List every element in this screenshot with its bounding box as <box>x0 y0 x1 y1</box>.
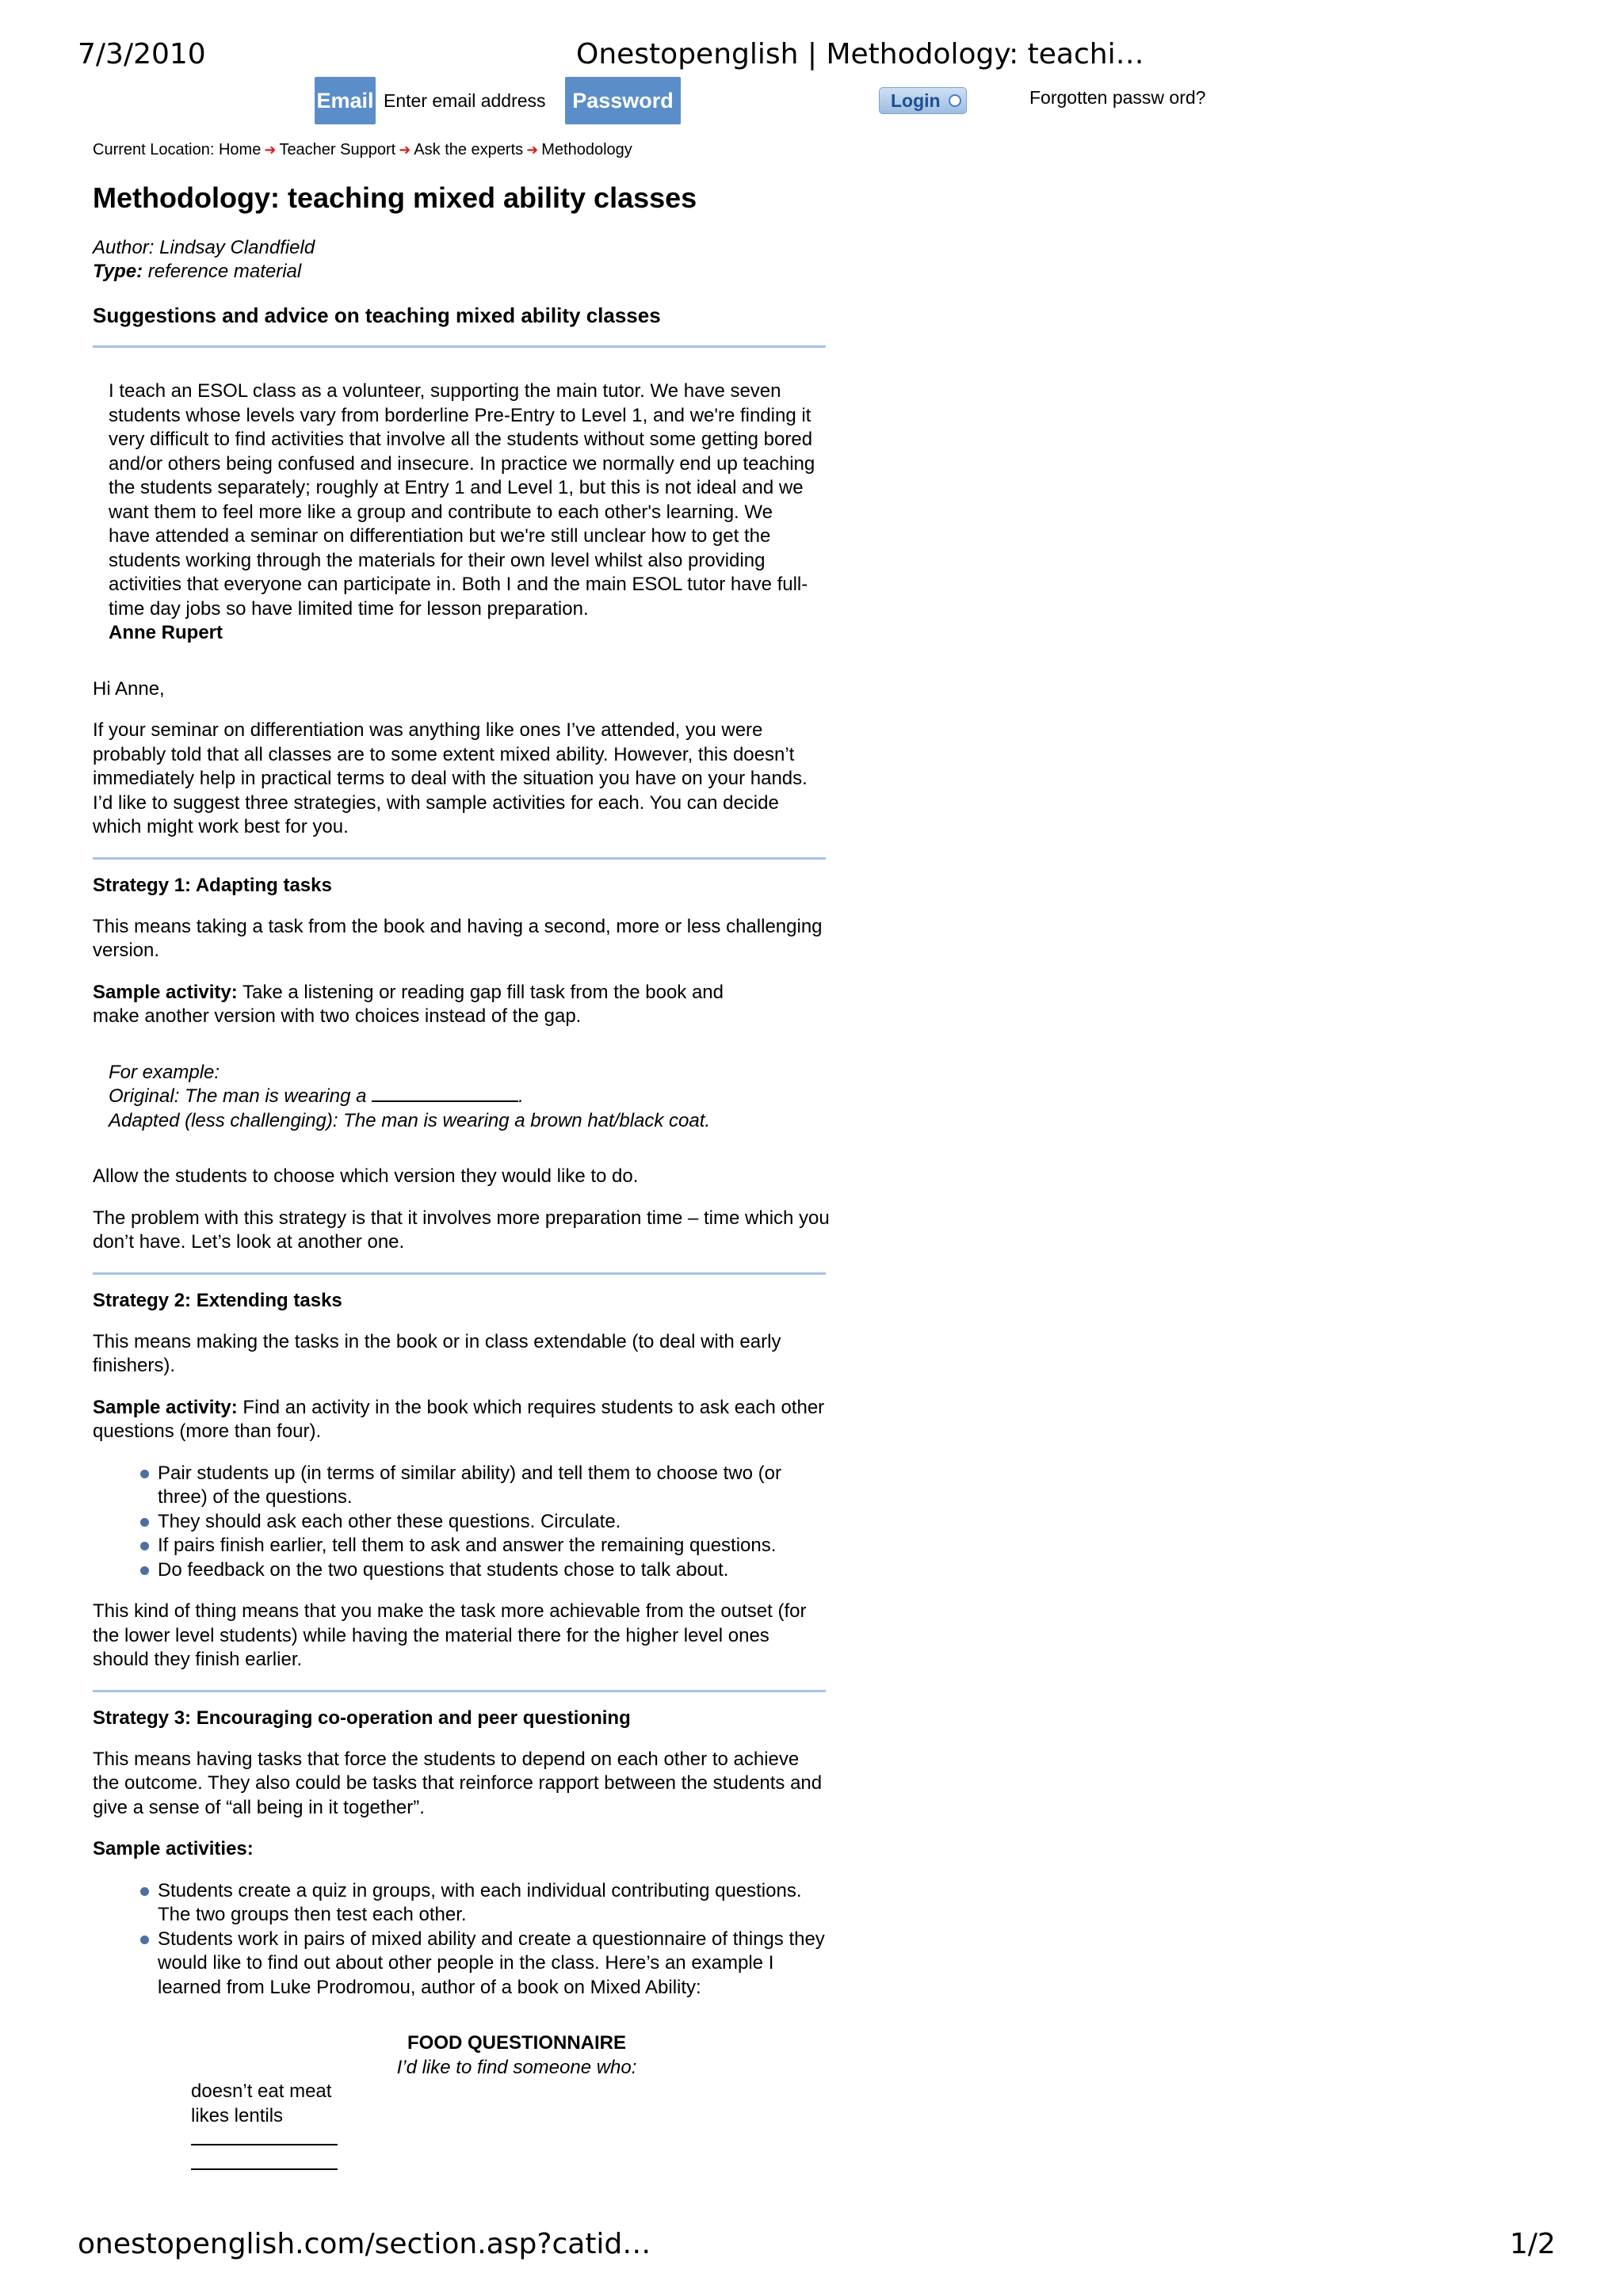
breadcrumb <box>93 136 830 163</box>
breadcrumb-methodology[interactable]: Methodology <box>541 141 632 158</box>
breadcrumb-ask-the-experts[interactable]: Ask the experts <box>414 141 524 158</box>
list-item: Students work in pairs of mixed ability and create a questionnaire of things they would like to find out about other people in the class. Here’s an example I learned from Luke Prodromou, author of a book on Mixed Ability: <box>140 1928 830 2000</box>
strategy2-sample <box>93 1396 830 1444</box>
quiz-item: doesn’t eat meat <box>191 2081 332 2102</box>
quiz-subtitle: I’d like to find someone who: <box>396 2056 637 2078</box>
sample-text: Find an activity in the book which requires students to ask each other questions (more than four). <box>93 1396 825 1442</box>
email-input[interactable] <box>379 84 563 117</box>
strategy1-sample <box>93 981 830 1029</box>
example-intro: For example: <box>109 1061 220 1083</box>
strategy1-example <box>93 1061 830 1134</box>
main-content <box>93 136 830 2176</box>
type-line <box>93 260 830 284</box>
article-subtitle: Suggestions and advice on teaching mixed ability classes <box>93 303 661 327</box>
article-meta <box>93 236 830 284</box>
example-original-text: Original: The man is wearing a <box>109 1085 367 1107</box>
author-line <box>93 236 830 260</box>
type-label: Type: <box>93 261 143 282</box>
gap-line <box>372 1085 518 1102</box>
strategy2-paragraph: This means making the tasks in the book or in class extendable (to deal with early finishers). <box>93 1330 781 1376</box>
strategy2-paragraph-2: This kind of thing means that you make the task more achievable from the outset (for the lower level students) while having the material there for the higher level ones should they finish earlier. <box>93 1600 807 1670</box>
reader-question <box>93 379 830 646</box>
greeting: Hi Anne, <box>93 677 165 700</box>
divider <box>93 345 826 348</box>
arrow-right-icon: ➜ <box>399 142 411 158</box>
email-label: Email <box>315 77 376 124</box>
list-item: Do feedback on the two questions that students chose to talk about. <box>140 1558 830 1583</box>
arrow-right-icon: ➜ <box>264 142 277 158</box>
type-value: reference material <box>147 261 302 282</box>
login-button[interactable] <box>879 87 967 114</box>
author-label: Author: <box>93 237 155 258</box>
login-arrow-icon <box>949 94 961 107</box>
quiz-item: likes lentils <box>191 2104 284 2126</box>
breadcrumb-teacher-support[interactable]: Teacher Support <box>279 141 396 158</box>
print-footer-url: onestopenglish.com/section.asp?catid… <box>78 2228 651 2260</box>
strategy3-heading: Strategy 3: Encouraging co-operation and peer questioning <box>93 1707 631 1729</box>
page-title: Methodology: teaching mixed ability classes <box>93 181 697 214</box>
author-name: Lindsay Clandfield <box>159 237 315 258</box>
quiz-blank-line <box>191 2153 830 2177</box>
strategy3-bullets <box>93 1879 830 2000</box>
question-author: Anne Rupert <box>109 622 223 643</box>
list-item: Pair students up (in terms of similar ability) and tell them to choose two (or three) of the questions. <box>140 1462 830 1510</box>
print-page-number: 1/2 <box>1510 2228 1556 2260</box>
quiz-items <box>93 2080 830 2176</box>
divider <box>93 1272 826 1275</box>
divider <box>93 857 826 860</box>
breadcrumb-prefix: Current Location: <box>93 141 215 158</box>
print-page-title: Onestopenglish | Methodology: teachi… <box>576 38 1144 71</box>
print-date: 7/3/2010 <box>78 38 206 71</box>
strategy1-paragraph-2: Allow the students to choose which version they would like to do. <box>93 1165 639 1187</box>
strategy1-paragraph-3: The problem with this strategy is that it involves more preparation time – time which you don’t have. Let’s look at another one. <box>93 1207 830 1253</box>
article-body <box>93 379 830 2176</box>
list-item: Students create a quiz in groups, with each individual contributing questions. The two groups then test each other. <box>140 1879 830 1928</box>
question-text: I teach an ESOL class as a volunteer, supporting the main tutor. We have seven students whose levels vary from borderline Pre-Entry to Level 1, and we're finding it very difficult to find activities that involve all the students without some getting bored and/or others being confused and insecure. In practice we normally end up teaching the students separately; roughly at Entry 1 and Level 1, but this is not ideal and we want them to feel more like a group and contribute to each other's learning. We have attended a seminar on differentiation but we're still unclear how to get the students working through the materials for their own level whilst also providing activities that everyone can participate in. Both I and the main ESOL tutor have full-time day jobs so have limited time for lesson preparation. <box>109 380 815 620</box>
sample-label: Sample activity: <box>93 981 238 1003</box>
strategy1-paragraph: This means taking a task from the book and having a second, more or less challenging version. <box>93 915 823 961</box>
sample-label: Sample activity: <box>93 1396 238 1418</box>
strategy1-heading: Strategy 1: Adapting tasks <box>93 874 332 896</box>
divider <box>93 1690 826 1692</box>
strategy3-paragraph: This means having tasks that force the students to depend on each other to achieve the outcome. They also could be tasks that reinforce rapport between the students and give a sense of “all being in it together”. <box>93 1748 823 1818</box>
arrow-right-icon: ➜ <box>526 142 539 158</box>
list-item: They should ask each other these questions. Circulate. <box>140 1510 830 1535</box>
example-adapted: Adapted (less challenging): The man is wearing a brown hat/black coat. <box>109 1109 711 1131</box>
login-button-label: Login <box>891 90 941 111</box>
password-field[interactable]: Password <box>565 77 681 124</box>
example-original: Original: The man is wearing a . <box>109 1085 524 1107</box>
sample-text: Take a listening or reading gap fill task from the book and make another version with two choices instead of the gap. <box>93 981 724 1027</box>
quiz-blank-line <box>191 2128 830 2153</box>
forgot-password-link[interactable]: Forgotten passw ord? <box>1029 87 1206 108</box>
quiz-title: FOOD QUESTIONNAIRE <box>407 2032 626 2054</box>
list-item: If pairs finish earlier, tell them to ask and answer the remaining questions. <box>140 1534 830 1558</box>
strategy3-sample-label: Sample activities: <box>93 1838 254 1859</box>
breadcrumb-home[interactable]: Home <box>218 141 262 158</box>
strategy2-heading: Strategy 2: Extending tasks <box>93 1289 342 1311</box>
strategy2-bullets <box>93 1462 830 1583</box>
intro-paragraph: If your seminar on differentiation was anything like ones I’ve attended, you were probably told that all classes are to some extent mixed ability. However, this doesn’t immediately help in practical terms to deal with the situation you have on your hands. I’d like to suggest three strategies, with sample activities for each. You can decide which might work best for you. <box>93 719 808 837</box>
